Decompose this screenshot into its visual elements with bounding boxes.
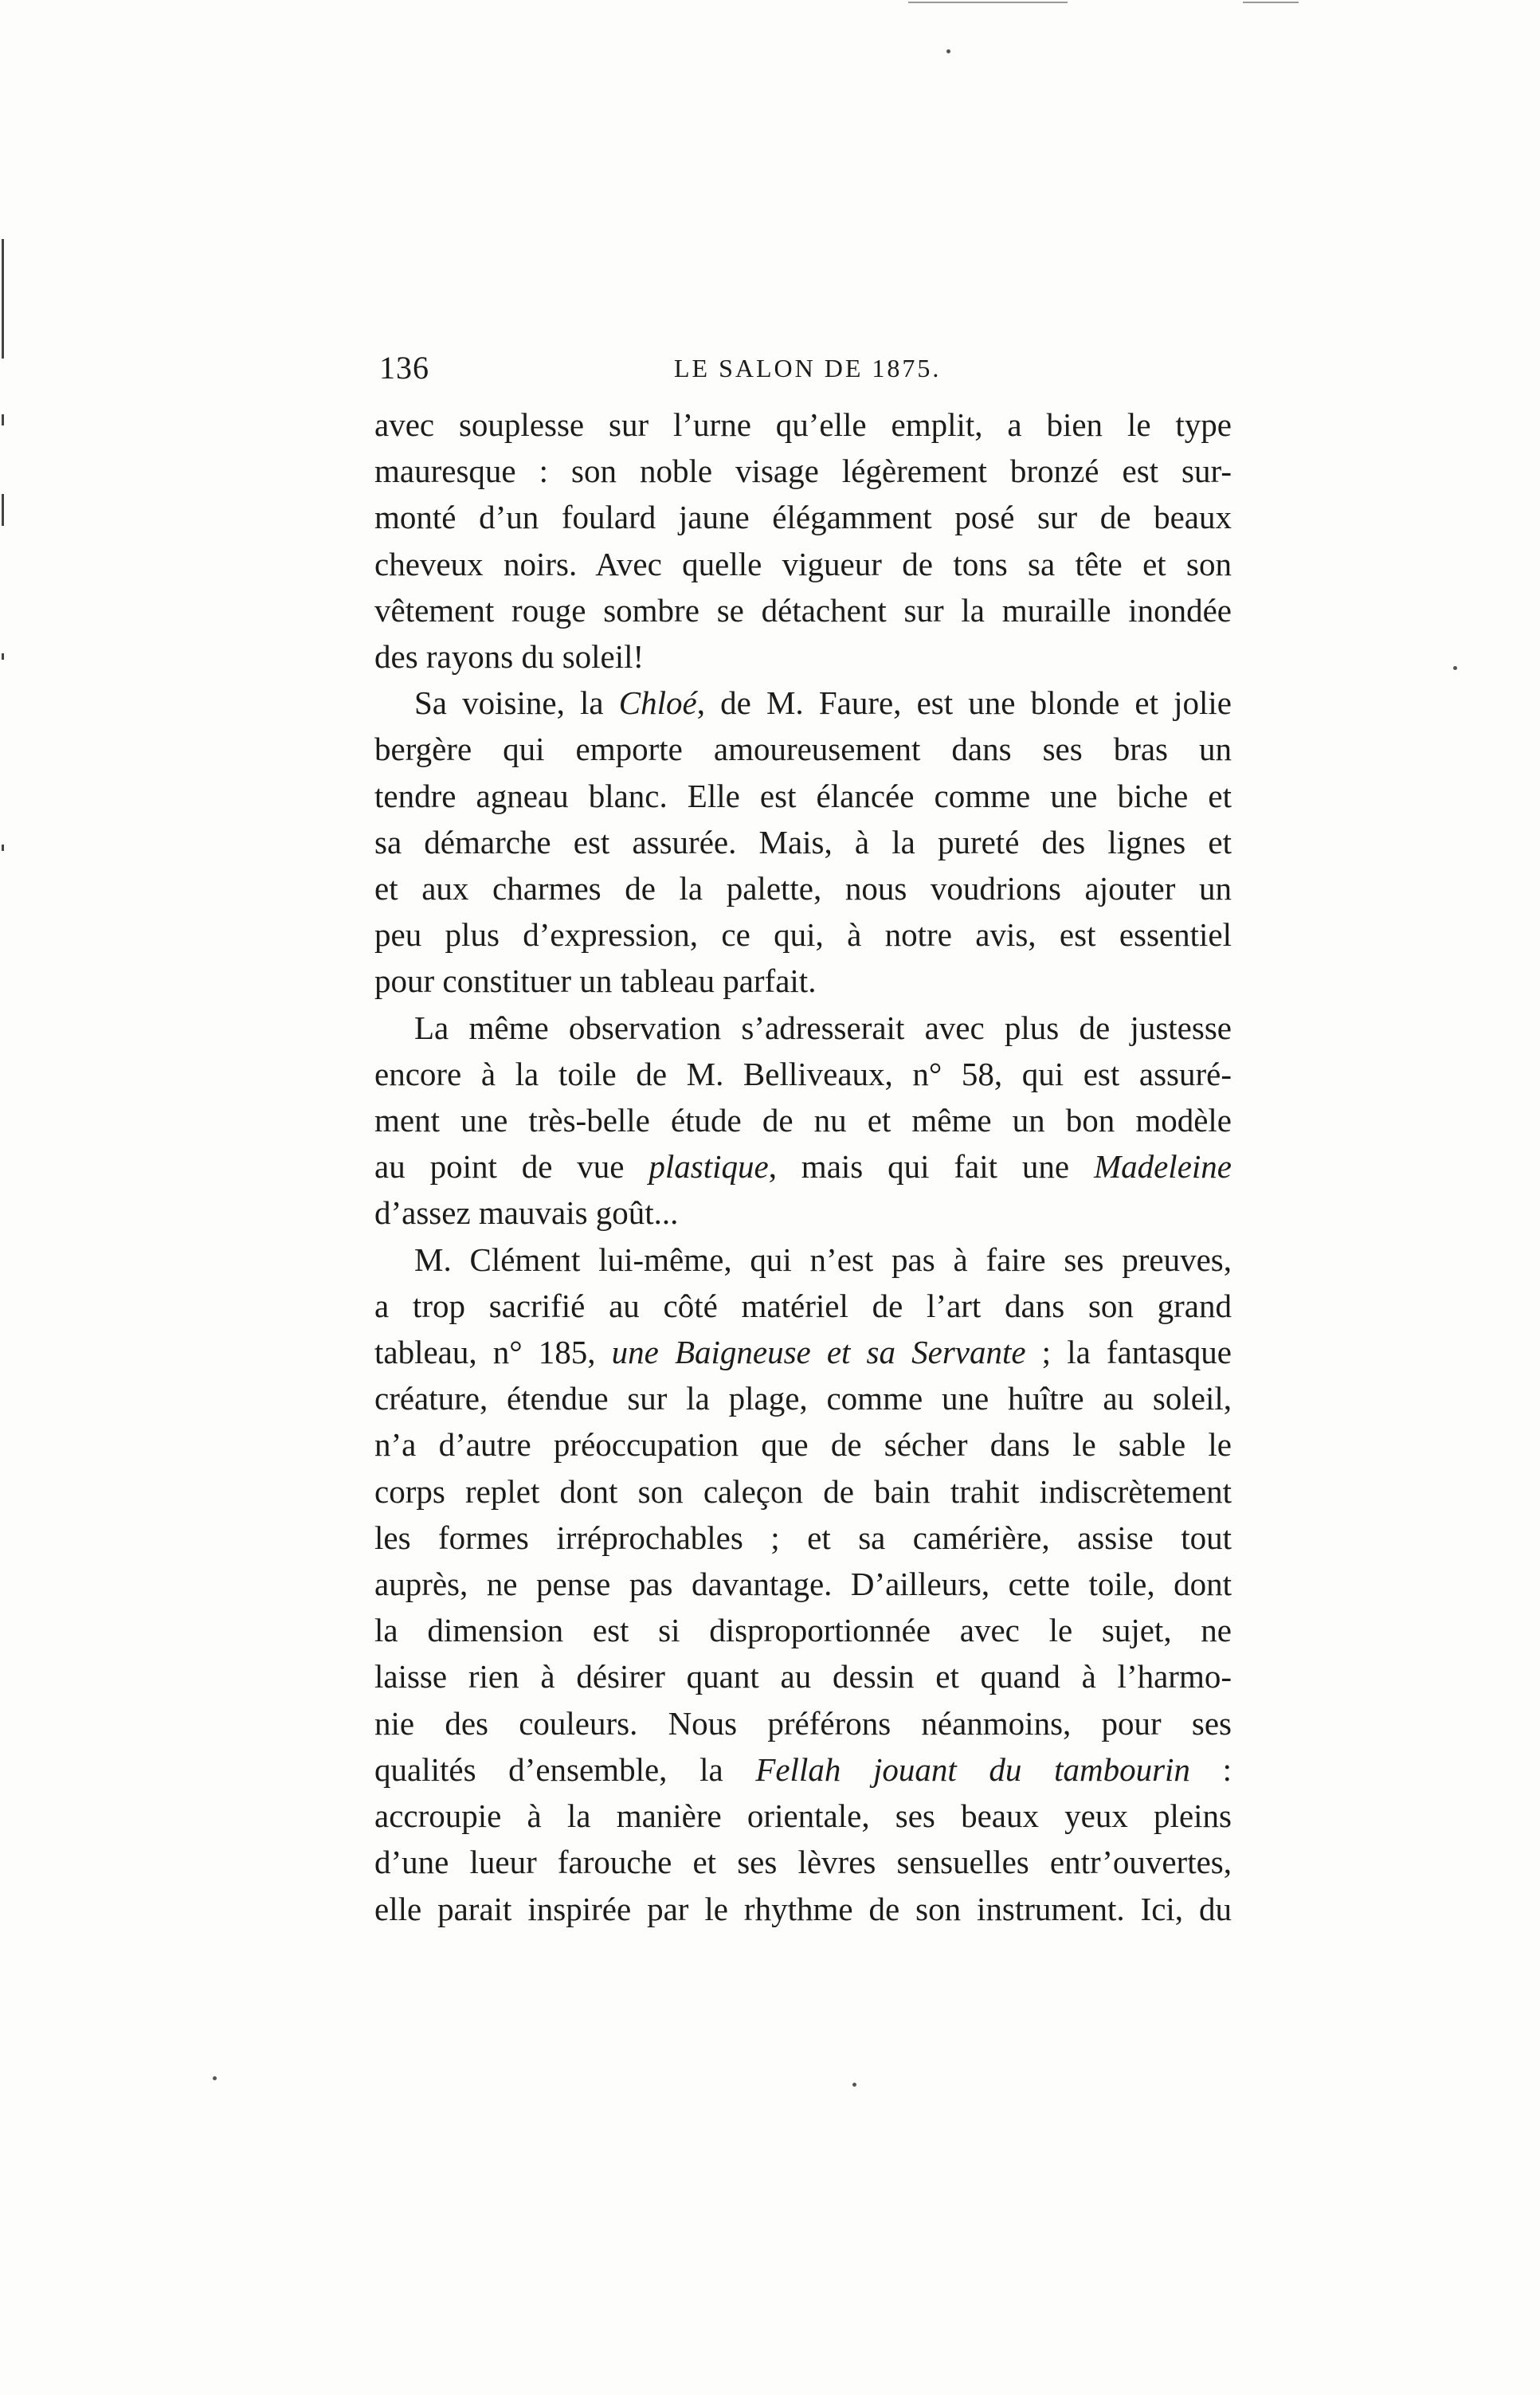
- paragraph-2: [374, 680, 1232, 1004]
- text-line: encore à la toile de M. Belliveaux, n° 58, qui est assuré-: [374, 1055, 1232, 1092]
- running-title: LE SALON DE 1875.: [674, 354, 942, 382]
- text-line: avec souplesse sur l’urne qu’elle emplit, a bien le type: [374, 406, 1232, 443]
- text-line: la dimension est si disproportionnée avec le sujet, ne: [374, 1612, 1232, 1649]
- paragraph-1: [374, 402, 1232, 680]
- text-line: pour constituer un tableau parfait.: [374, 962, 817, 1000]
- text-line: tableau, n° 185, une Baigneuse et sa Servante ; la fantasque: [374, 1334, 1232, 1371]
- edge-shadow-mark: [2, 845, 4, 851]
- text-line: accroupie à la manière orientale, ses beaux yeux pleins: [374, 1797, 1232, 1835]
- edge-shadow-mark: [2, 494, 4, 526]
- text-line: a trop sacrifié au côté matériel de l’art dans son grand: [374, 1287, 1232, 1324]
- text-line: d’assez mauvais goût...: [374, 1194, 679, 1232]
- edge-shadow-mark: [2, 414, 4, 425]
- paragraph-3: [374, 1005, 1232, 1237]
- page-edge-margin: [0, 0, 11, 2395]
- text-line: Sa voisine, la Chloé, de M. Faure, est une blonde et jolie: [414, 684, 1232, 722]
- top-scan-line: [908, 2, 1068, 3]
- text-line: sa démarche est assurée. Mais, à la pureté des lignes et: [374, 823, 1232, 860]
- text-line: les formes irréprochables ; et sa camérière, assise tout: [374, 1519, 1232, 1556]
- text-line: ment une très-belle étude de nu et même un bon modèle: [374, 1102, 1232, 1139]
- text-line: qualités d’ensemble, la Fellah jouant du tambourin :: [374, 1750, 1232, 1788]
- text-line: auprès, ne pense pas davantage. D’ailleurs, cette toile, dont: [374, 1566, 1232, 1603]
- text-line: corps replet dont son caleçon de bain trahit indiscrètement: [374, 1472, 1232, 1510]
- page-header: [379, 349, 1228, 397]
- body-text: [374, 402, 1232, 1932]
- text-line: des rayons du soleil!: [374, 638, 645, 676]
- text-line: au point de vue plastique, mais qui fait une Madeleine: [374, 1148, 1232, 1186]
- text-line: M. Clément lui-même, qui n’est pas à faire ses preuves,: [414, 1241, 1232, 1278]
- text-line: tendre agneau blanc. Elle est élancée comme une biche et: [374, 777, 1232, 814]
- text-line: et aux charmes de la palette, nous voudrions ajouter un: [374, 870, 1232, 907]
- text-line: nie des couleurs. Nous préférons néanmoins, pour ses: [374, 1704, 1232, 1742]
- edge-shadow-mark: [2, 653, 4, 660]
- page-number: 136: [379, 350, 429, 386]
- top-scan-line: [1243, 2, 1299, 3]
- edge-shadow-mark: [2, 239, 4, 359]
- text-line: La même observation s’adresserait avec plus de justesse: [414, 1009, 1232, 1046]
- scan-speck: [213, 2076, 217, 2080]
- text-line: cheveux noirs. Avec quelle vigueur de tons sa tête et son: [374, 545, 1232, 582]
- text-line: créature, étendue sur la plage, comme une huître au soleil,: [374, 1380, 1232, 1417]
- text-line: vêtement rouge sombre se détachent sur la muraille inondée: [374, 591, 1232, 629]
- text-line: bergère qui emporte amoureusement dans ses bras un: [374, 731, 1232, 768]
- text-line: monté d’un foulard jaune élégamment posé sur de beaux: [374, 499, 1232, 536]
- text-line: n’a d’autre préoccupation que de sécher dans le sable le: [374, 1426, 1232, 1464]
- text-line: peu plus d’expression, ce qui, à notre avis, est essentiel: [374, 916, 1232, 954]
- scan-speck: [946, 49, 950, 53]
- paragraph-4: [374, 1237, 1232, 1932]
- scan-speck: [1453, 666, 1457, 670]
- text-line: laisse rien à désirer quant au dessin et quand à l’harmo-: [374, 1658, 1232, 1695]
- text-line: mauresque : son noble visage légèrement bronzé est sur-: [374, 453, 1232, 490]
- text-line: elle parait inspirée par le rhythme de son instrument. Ici, du: [374, 1890, 1232, 1927]
- text-line: d’une lueur farouche et ses lèvres sensuelles entr’ouvertes,: [374, 1844, 1232, 1881]
- scan-speck: [852, 2083, 856, 2087]
